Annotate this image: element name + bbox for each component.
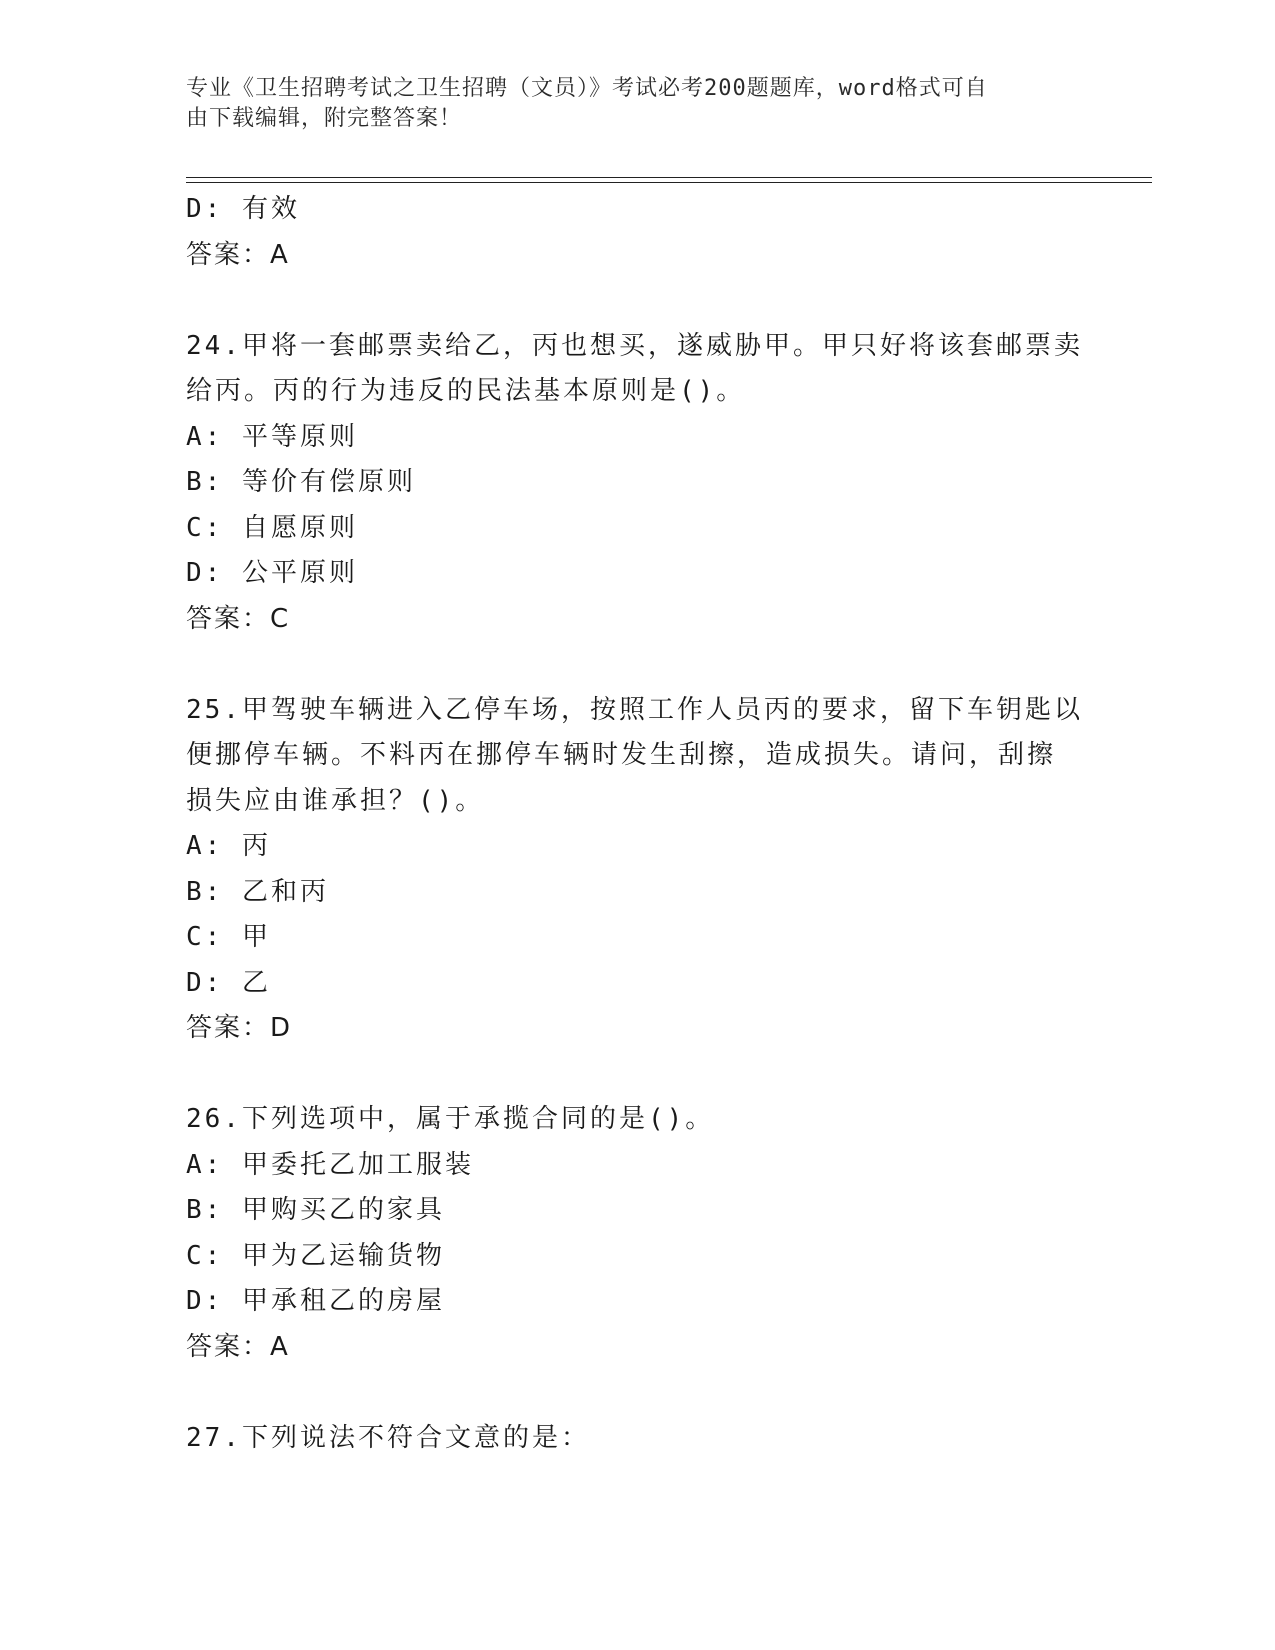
- answer-line: 答案：A: [186, 239, 290, 270]
- spacer: [186, 1370, 1086, 1416]
- question-26: [186, 1097, 1086, 1370]
- option-b: B: 乙和丙: [186, 876, 329, 907]
- option-d: D: 公平原则: [186, 558, 358, 588]
- question-text-line: 便挪停车辆。不料丙在挪停车辆时发生刮擦，造成损失。请问，刮擦: [186, 740, 1057, 770]
- question-24: [186, 324, 1086, 643]
- question-text-line: 给丙。丙的行为违反的民法基本原则是()。: [186, 376, 746, 406]
- option-b: B: 甲购买乙的家具: [186, 1195, 445, 1225]
- option-a: A: 丙: [186, 831, 271, 861]
- question-list: [186, 187, 1086, 1461]
- option-d: D: 甲承租乙的房屋: [186, 1286, 445, 1316]
- question-text-line: 26.下列选项中，属于承揽合同的是()。: [186, 1104, 715, 1134]
- question-text-line: 损失应由谁承担？()。: [186, 785, 485, 816]
- spacer: [186, 278, 1086, 324]
- option-d: D: 乙: [186, 967, 271, 998]
- option-c: C: 甲为乙运输货物: [186, 1240, 445, 1271]
- answer-line: 答案：D: [186, 1013, 293, 1043]
- question-text-line: 27.下列说法不符合文意的是：: [186, 1422, 590, 1453]
- question-25: [186, 688, 1086, 1052]
- option-c: C: 甲: [186, 922, 271, 952]
- option-c: C: 自愿原则: [186, 512, 358, 543]
- option-b: B: 等价有偿原则: [186, 467, 416, 497]
- spacer: [186, 1052, 1086, 1098]
- answer-line: 答案：C: [186, 603, 291, 634]
- page-header: [186, 74, 1066, 134]
- header-divider-top: [186, 177, 1152, 178]
- answer-line: 答案：A: [186, 1331, 290, 1362]
- header-line-2: 由下载编辑，附完整答案！: [186, 106, 463, 131]
- option-d: D: 有效: [186, 194, 300, 224]
- option-a: A: 平等原则: [186, 421, 358, 452]
- question-27: [186, 1416, 1086, 1462]
- question-text-line: 24.甲将一套邮票卖给乙，丙也想买，遂威胁甲。甲只好将该套邮票卖: [186, 330, 1083, 361]
- header-line-1: 专业《卫生招聘考试之卫生招聘（文员）》考试必考200题题库，word格式可自: [186, 76, 988, 101]
- option-a: A: 甲委托乙加工服装: [186, 1149, 474, 1180]
- question-text-line: 25.甲驾驶车辆进入乙停车场，按照工作人员丙的要求，留下车钥匙以: [186, 694, 1083, 725]
- spacer: [186, 642, 1086, 688]
- header-divider-bottom: [186, 182, 1152, 183]
